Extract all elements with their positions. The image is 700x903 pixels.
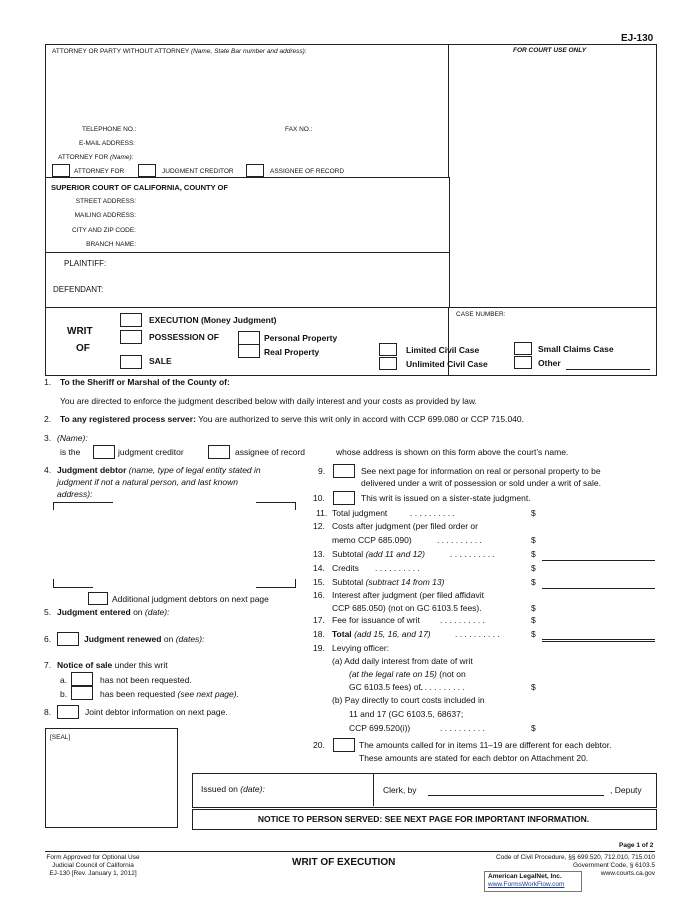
item6-number: 6. [44,634,52,644]
assignee-option: ASSIGNEE OF RECORD [270,168,345,175]
mailing-label: MAILING ADDRESS: [74,212,136,219]
court-title: SUPERIOR COURT OF CALIFORNIA, COUNTY OF [51,183,228,192]
code-line1: Code of Civil Procedure, §§ 699.520, 712.010, 715.010 [495,854,655,861]
item7b-letter: b. [60,689,68,699]
item3-assignee-checkbox[interactable] [208,445,230,459]
personal-property-checkbox[interactable] [238,331,260,345]
item7b-text: has been requested (see next page). [100,689,239,699]
unlimited-checkbox[interactable] [379,357,397,370]
execution-checkbox[interactable] [120,313,142,327]
plaintiff-label: PLAINTIFF: [64,259,107,268]
item6-checkbox[interactable] [57,632,79,646]
item13-text: Subtotal (add 11 and 12) [332,549,425,559]
item14-dots: . . . . . . . . . . [375,563,420,573]
item20-line1: The amounts called for in items 11–19 are different for each debtor. [359,740,612,750]
item9-line2: delivered under a writ of possession or sold under a writ of sale. [361,478,602,488]
issued-divider [373,773,374,806]
item15-line[interactable] [542,588,655,589]
item18-line-double [542,641,655,642]
form-title: WRIT OF EXECUTION [292,857,396,868]
seal-label: [SEAL] [50,734,71,741]
item17-number: 17. [313,615,325,625]
judgment-creditor-checkbox[interactable] [138,164,156,177]
limited-label: Limited Civil Case [406,345,480,355]
email-label: E-MAIL ADDRESS: [79,140,136,147]
item9-checkbox[interactable] [333,464,355,478]
attorney-for-checkbox[interactable] [52,164,70,177]
personal-property-label: Personal Property [264,333,338,343]
item7-text: Notice of sale under this writ [57,660,168,670]
item3-assignee-label: assignee of record [235,447,305,457]
legalnet-name: American LegalNet, Inc. [488,873,562,880]
item19b-line2: 11 and 17 (GC 6103.5, 68637; [349,709,464,719]
item17-text: Fee for issuance of writ [332,615,420,625]
item19-text: Levying officer: [332,643,390,653]
additional-debtors-checkbox[interactable] [88,592,108,605]
case-number-label: CASE NUMBER: [456,311,506,318]
possession-checkbox[interactable] [120,330,142,344]
item11-dollar: $ [531,508,536,518]
item19a-line3: GC 6103.5 fees) of. [349,682,424,692]
street-label: STREET ADDRESS: [75,198,136,205]
item10-checkbox[interactable] [333,491,355,505]
item3-whose: whose address is shown on this form above the court’s name. [336,447,569,457]
other-checkbox[interactable] [514,356,532,369]
item1-number: 1. [44,377,52,387]
item11-number: 11. [316,508,328,518]
form-id: EJ-130 [621,33,654,44]
item13-dots: . . . . . . . . . . [450,549,495,559]
approved-line1: Form Approved for Optional Use [46,854,140,861]
unlimited-label: Unlimited Civil Case [406,359,488,369]
item15-number: 15. [313,577,325,587]
item19b-dollar: $ [531,723,536,733]
code-line3: www.courts.ca.gov [600,870,655,877]
code-line2: Government Code, § 6103.5 [572,862,655,869]
item3-creditor-label: judgment creditor [118,447,184,457]
approved-line2: Judicial Council of California [52,862,134,869]
execution-label: EXECUTION (Money Judgment) [149,315,277,325]
other-label: Other [538,358,561,368]
of-label: OF [76,343,90,354]
assignee-checkbox[interactable] [246,164,264,177]
item4-number: 4. [44,465,52,475]
item5-number: 5. [44,607,52,617]
item20-checkbox[interactable] [333,738,355,752]
item16-line2: CCP 685.050) (not on GC 6103.5 fees). [332,603,482,613]
item19a-dots: . . . . . . . . . . [420,682,465,692]
item19b-dots: . . . . . . . . . . [440,723,485,733]
item17-dollar: $ [531,615,536,625]
debtor-bracket-bottom-left-v [53,579,54,587]
judgment-creditor-option: JUDGMENT CREDITOR [162,168,234,175]
item19a-dollar: $ [531,682,536,692]
item12-dollar: $ [531,535,536,545]
item3-creditor-checkbox[interactable] [93,445,115,459]
item18-number: 18. [313,629,325,639]
other-line[interactable] [566,369,650,370]
issued-on-label: Issued on (date): [201,784,265,794]
item12-number: 12. [313,521,325,531]
item4-line2: judgment if not a natural person, and last known [57,477,238,487]
debtor-bracket-bottom-right [256,587,296,588]
item9-line1: See next page for information on real or personal property to be [361,466,601,476]
item1-text: To the Sheriff or Marshal of the County of: [60,377,230,387]
additional-debtors-label: Additional judgment debtors on next page [112,594,269,604]
item20-number: 20. [313,740,325,750]
item8-number: 8. [44,707,52,717]
item14-text: Credits [332,563,359,573]
item2-text: To any registered process server: You are authorized to serve this writ only in accord with CCP 699.080 or CCP 715.040. [60,414,524,424]
writ-label: WRIT [67,326,93,337]
item7-number: 7. [44,660,52,670]
item12-line1: Costs after judgment (per filed order or [332,521,478,531]
item19a-line1: (a) Add daily interest from date of writ [332,656,473,666]
item1-body: You are directed to enforce the judgment described below with daily interest and your costs as provided by law. [60,396,477,406]
sale-label: SALE [149,356,172,366]
possession-label: POSSESSION OF [149,332,219,342]
item16-line1: Interest after judgment (per filed affidavit [332,590,484,600]
item18-dollar: $ [531,629,536,639]
sale-checkbox[interactable] [120,355,142,369]
telephone-label: TELEPHONE NO.: [82,126,137,133]
fax-label: FAX NO.: [285,126,313,133]
item9-number: 9. [318,466,326,476]
clerk-line[interactable] [428,795,604,796]
item7a-letter: a. [60,675,68,685]
item7a-text: has not been requested. [100,675,192,685]
item20-line2: These amounts are stated for each debtor on Attachment 20. [359,753,589,763]
item8-text: Joint debtor information on next page. [85,707,228,717]
item13-dollar: $ [531,549,536,559]
small-claims-label: Small Claims Case [538,344,614,354]
page-number: Page 1 of 2 [619,842,654,849]
item19-number: 19. [313,643,325,653]
attorney-for-label: ATTORNEY FOR (Name): [58,154,134,161]
debtor-bracket-top-right [256,502,296,503]
item3-name-label: (Name): [57,433,88,443]
item17-dots: . . . . . . . . . . [440,615,485,625]
debtor-bracket-top-right-v [295,502,296,510]
debtor-bracket-top-left-v [53,502,54,510]
limited-checkbox[interactable] [379,343,397,356]
seal-box [45,728,178,828]
defendant-label: DEFENDANT: [53,285,104,294]
item4-line1: Judgment debtor (name, type of legal entity stated in [57,465,261,475]
approved-line3: EJ-130 [Rev. January 1, 2012] [49,870,137,877]
item19b-line1: (b) Pay directly to court costs included in [332,695,485,705]
attorney-label: ATTORNEY OR PARTY WITHOUT ATTORNEY (Name, State Bar number and address): [52,48,307,55]
item13-number: 13. [313,549,325,559]
item19a-line2: (at the legal rate on 15) (not on [349,669,466,679]
item5-text: Judgment entered on (date): [57,607,170,617]
small-claims-checkbox[interactable] [514,342,532,355]
item18-text: Total (add 15, 16, and 17) [332,629,431,639]
item3-is-the: is the [60,447,81,457]
city-label: CITY AND ZIP CODE: [71,227,136,234]
item11-text: Total judgment [332,508,388,518]
item11-dots: . . . . . . . . . . [410,508,455,518]
notice-text: NOTICE TO PERSON SERVED: SEE NEXT PAGE FOR IMPORTANT INFORMATION. [257,814,590,824]
real-property-checkbox[interactable] [238,344,260,358]
debtor-bracket-top-left [53,502,113,503]
item13-line[interactable] [542,560,655,561]
item10-text: This writ is issued on a sister-state judgment. [361,493,531,503]
item8-checkbox[interactable] [57,705,79,719]
item10-number: 10. [313,493,325,503]
branch-label: BRANCH NAME: [86,241,136,248]
item16-dollar: $ [531,603,536,613]
court-use-box [448,44,657,309]
item18-line[interactable] [542,639,655,640]
attorney-for-option: ATTORNEY FOR [74,168,125,175]
item15-dollar: $ [531,577,536,587]
item12-line2: memo CCP 685.090) [332,535,412,545]
debtor-bracket-bottom-right-v [295,579,296,587]
court-use-label: FOR COURT USE ONLY [513,47,587,54]
item7a-checkbox[interactable] [71,672,93,686]
clerk-label: Clerk, by [383,785,417,795]
real-property-label: Real Property [264,347,320,357]
footer-rule [45,851,655,852]
item2-number: 2. [44,414,52,424]
item3-number: 3. [44,433,52,443]
item15-text: Subtotal (subtract 14 from 13) [332,577,445,587]
item18-dots: . . . . . . . . . . [455,629,500,639]
item16-number: 16. [313,590,325,600]
item4-line3: address): [57,489,93,499]
deputy-label: , Deputy [610,785,642,795]
item12-dots: . . . . . . . . . . [437,535,482,545]
item14-dollar: $ [531,563,536,573]
item6-text: Judgment renewed on (dates): [84,634,205,644]
item14-number: 14. [313,563,325,573]
debtor-bracket-bottom-left [53,587,93,588]
item7b-checkbox[interactable] [71,686,93,700]
legalnet-url[interactable]: www.FormsWorkFlow.com [488,881,565,888]
item19b-line3: CCP 699.520(i)) [349,723,411,733]
